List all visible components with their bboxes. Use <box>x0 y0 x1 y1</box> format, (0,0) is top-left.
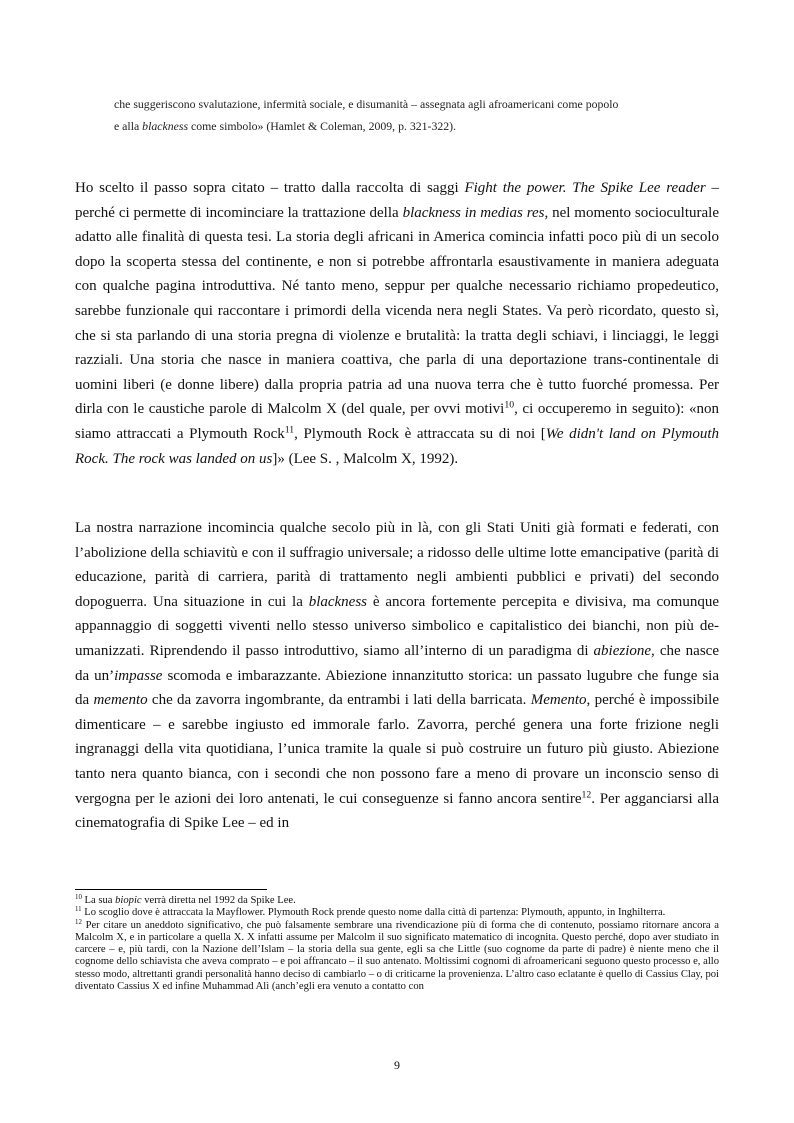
p2-text-5: che da zavorra ingombrante, da entrambi i lati della barricata. <box>147 692 531 709</box>
p2-italic-memento-2: Memento <box>530 692 587 709</box>
p2-italic-memento: memento <box>93 692 148 709</box>
quote-text-2a: e alla <box>114 119 143 133</box>
p1-text-2: – perché ci permette di incominciare la trattazione della <box>75 180 719 221</box>
p1-text-6: ]» (Lee S. , Malcolm X, 1992). <box>272 450 459 467</box>
footnote-10 <box>75 895 719 907</box>
body-paragraph-1 <box>75 176 719 471</box>
footnote-11-number: 11 <box>75 906 82 914</box>
page-number: 9 <box>394 1058 400 1072</box>
p2-italic-abiezione: abiezione <box>593 642 652 659</box>
quote-italic-blackness: blackness <box>142 119 189 133</box>
p2-text-7: . Per agganciarsi alla cinematografia di Spike Lee – ed in <box>75 790 719 832</box>
block-quote-line-1 <box>114 93 714 115</box>
footnote-10-number: 10 <box>75 894 82 902</box>
footnote-12-number: 12 <box>75 918 82 926</box>
p2-italic-impasse: impasse <box>114 667 163 684</box>
footnote-ref-11[interactable]: 11 <box>284 424 295 436</box>
p2-italic-blackness: blackness <box>308 593 368 610</box>
p1-italic-phrase: blackness in medias res <box>402 204 545 221</box>
footnote-12 <box>75 920 719 994</box>
p2-text-3: , che nasce da un’ <box>75 642 719 684</box>
footnote-12-text: Per citare un aneddoto significativo, che può falsamente sembrare una rivendicazione più di forma che di contenuto, possiamo ritornare ancora a Malcolm X, e in particolare a quella X. X infatti assume per Malcolm il suo significato matematico di incognita. Questo perché, dopo aver studiato in carcere – e, più tardi, con la Nazione dell’Islam – la storia della sua gente, egli sa che Little (suo cognome da parte di padre) è niente meno che il cognome dello schiavista che aveva comprato – e poi affrancato – il suo antenato. Moltissimi cognomi di afroamericani seguono questo processo e, allo stesso modo, altrettanti grandi personalità hanno deciso di cambiarlo – o di criticarne la provenienza. L’altro caso eclatante è quello di Cassius Clay, poi diventato Cassius X ed infine Muhammad Alì (anch’egli era venuto a contatto con <box>75 919 719 993</box>
p1-text-4: , ci occuperemo in seguito): «non siamo attraccati a Plymouth Rock <box>75 401 720 442</box>
p2-text-4: scomoda e imbarazzante. Abiezione innanzitutto storica: un passato lugubre che funge sia da <box>75 667 719 709</box>
p2-text-1: La nostra narrazione incomincia qualche secolo più in là, con gli Stati Uniti già formati e federati, con l’abolizione della schiavitù e con il suffragio universale; a ridosso delle ultime lotte emancipative (parità di educazione, parità di carriera, parità di trattamento negli ambienti pubblici e privati) del secondo dopoguerra. Una situazione in cui la <box>75 520 719 610</box>
p1-book-title: Fight the power. The Spike Lee reader <box>464 180 706 196</box>
footnote-ref-10[interactable]: 10 <box>504 399 515 411</box>
p2-text-2: è ancora fortemente percepita e divisiva, ma comunque appannaggio di soggetti viventi nello stesso universo simbolico e capitalistico dei bianchi, non più de-umanizzati. Riprendendo il passo introduttivo, siamo all’interno di un paradigma di <box>75 593 719 659</box>
quote-text-1: che suggeriscono svalutazione, infermità sociale, e disumanità – assegnata agli afroamericani come popolo <box>114 97 619 111</box>
footnote-10-italic: biopic <box>115 895 142 906</box>
p2-text-6: , perché è impossibile dimenticare – e sarebbe ingiusto ed immorale farlo. Zavorra, perché genera una forte frizione negli ingranaggi della vita quotidiana, l’unica tramite la quale si può costruire un futuro più giusto. Abiezione tanto nera quanto bianca, con i secondi che non possono fare a meno di provare un inconscio senso di vergogna per le azioni dei loro antenati, le cui conseguenze si fanno ancora sentire <box>75 692 719 807</box>
footnote-11-text: Lo scoglio dove è attraccata la Mayflower. Plymouth Rock prende questo nome dalla città di partenza: Plymouth, appunto, in Inghilterra. <box>81 907 666 919</box>
footnote-10-text-b: verrà diretta nel 1992 da Spike Lee. <box>141 895 296 906</box>
p1-text-5: , Plymouth Rock è attraccata su di noi [ <box>294 425 546 442</box>
body-paragraph-2 <box>75 516 719 836</box>
block-quote-line-2 <box>114 115 714 137</box>
footnote-ref-12[interactable]: 12 <box>581 789 592 801</box>
footnote-separator <box>75 889 267 890</box>
p1-text-1: Ho scelto il passo sopra citato – tratto dalla raccolta di saggi <box>75 180 465 196</box>
footnote-10-text-a: La sua <box>81 895 116 906</box>
p1-text-3: , nel momento socioculturale adatto alle finalità di questa tesi. La storia degli africani in America comincia infatti poco più di un secolo dopo la scoperta stessa del continente, e non si potrebbe affrontarla esaustivamente in maniera adeguata con qualche pagina introduttiva. Né tanto meno, seppur per qualche necessario richiamo propedeutico, sarebbe funzionale qui raccontare i primordi della vicenda nera negli States. Va però ricordato, questo sì, che si sta parlando di una storia pregna di violenze e brutalità: la tratta degli schiavi, i linciaggi, le leggi razziali. Una storia che nasce in maniera coattiva, che parla di una deportazione trans-continentale di uomini liberi (e donne libere) dalla propria patria ad una nuova terra che è tutto fuorché promessa. Per dirla con le caustiche parole di Malcolm X (del quale, per ovvi motivi <box>75 204 719 418</box>
quote-citation: come simbolo» (Hamlet & Coleman, 2009, p. 321-322). <box>188 119 457 133</box>
p1-italic-quote: We didn't land on Plymouth Rock. The rock was landed on us <box>75 425 719 467</box>
footnotes <box>75 895 719 993</box>
footnote-11 <box>75 907 719 919</box>
